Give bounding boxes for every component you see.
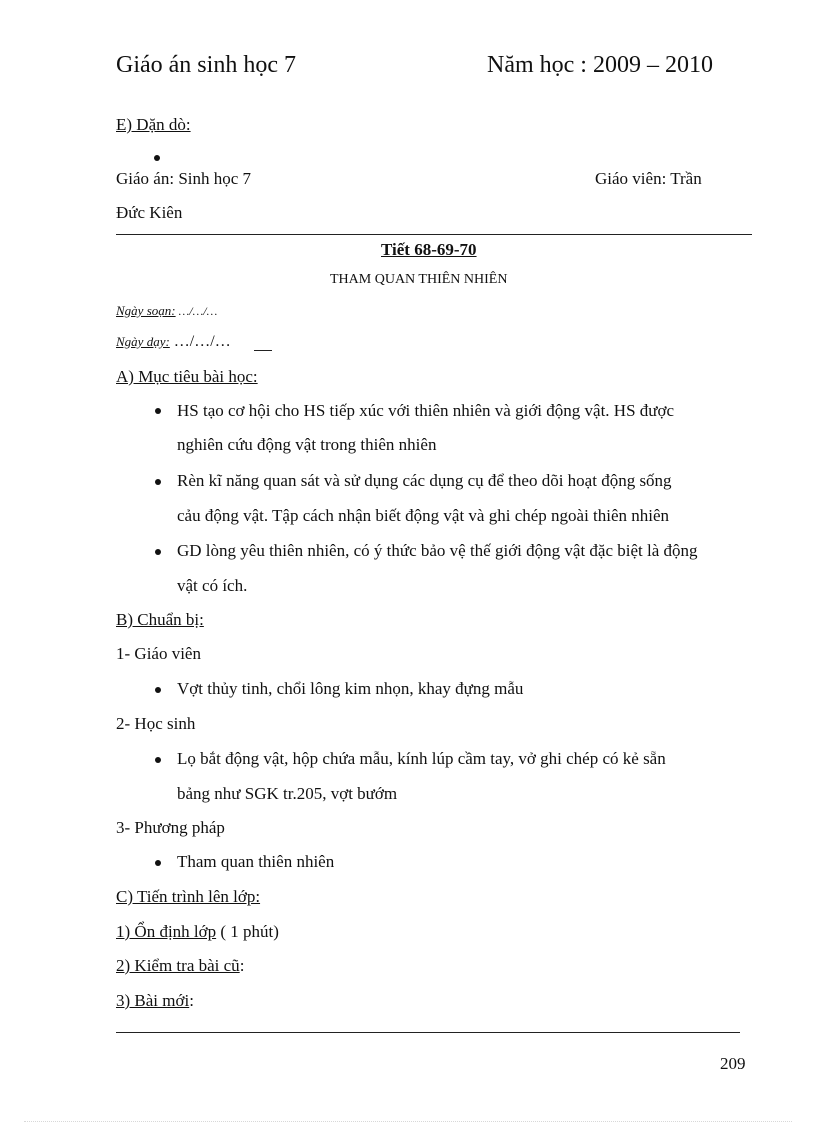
- prep-method-item: Tham quan thiên nhiên: [177, 852, 335, 871]
- divider-bottom: [116, 1032, 740, 1033]
- step-1-rest: ( 1 phút): [216, 922, 279, 941]
- step-2-label: 2) Kiểm tra bài cũ: [116, 956, 240, 975]
- step-3: [116, 991, 194, 1011]
- bullet-dot-icon: [155, 757, 161, 763]
- step-2-rest: :: [239, 956, 245, 975]
- bullet-dot-icon: [155, 408, 161, 414]
- prep-student-line2: bảng như SGK tr.205, vợt bướm: [177, 784, 398, 803]
- objective-2-line2: cảu động vật. Tập cách nhận biết động vật và ghi chép ngoài thiên nhiên: [177, 506, 670, 525]
- objective-1-line1: HS tạo cơ hội cho HS tiếp xúc với thiên nhiên và giới động vật. HS được: [177, 401, 675, 420]
- lesson-title: THAM QUAN THIÊN NHIÊN: [330, 272, 508, 287]
- step-3-rest: :: [189, 991, 194, 1010]
- ngay-soan-label: Ngày soạn:: [116, 303, 176, 318]
- objective-1-line2: nghiên cứu động vật trong thiên nhiên: [177, 435, 437, 454]
- step-3-label: 3) Bài mới: [116, 991, 190, 1010]
- prep-teacher-item: Vợt thủy tinh, chổi lông kim nhọn, khay đựng mẫu: [177, 679, 524, 698]
- page-edge: [24, 1121, 792, 1122]
- blank-line: [254, 350, 272, 351]
- lesson-number: Tiết 68-69-70: [381, 240, 477, 259]
- step-1: [116, 922, 279, 942]
- teacher-name: Đức Kiên: [116, 203, 183, 222]
- bullet-dot-icon: [155, 860, 161, 866]
- objective-3-line1: GD lòng yêu thiên nhiên, có ý thức bảo vệ thế giới động vật đặc biệt là động: [177, 541, 698, 560]
- divider-top: [116, 234, 752, 235]
- giao-vien-label: Giáo viên: Trần: [595, 169, 702, 188]
- bullet-dot-icon: [155, 549, 161, 555]
- prep-student-line1: Lọ bắt động vật, hộp chứa mẫu, kính lúp cầm tay, vở ghi chép có kẻ sẵn: [177, 749, 666, 768]
- step-2: [116, 956, 244, 976]
- section-b-heading: B) Chuẩn bị:: [116, 610, 204, 629]
- prep-teacher: 1- Giáo viên: [116, 644, 201, 663]
- ngay-day: [116, 333, 231, 351]
- prep-student: 2- Học sinh: [116, 714, 196, 733]
- header-right: Năm học : 2009 – 2010: [487, 52, 713, 78]
- objective-3-line2: vật có ích.: [177, 576, 248, 595]
- bullet-dot-icon: [155, 479, 161, 485]
- ngay-soan-value: …/…/…: [175, 304, 218, 318]
- dan-do-heading: E) Dặn dò:: [116, 115, 191, 134]
- ngay-soan: [116, 302, 217, 320]
- section-c-heading: C) Tiến trình lên lớp:: [116, 887, 261, 906]
- section-a-heading: A) Mục tiêu bài học:: [116, 367, 258, 386]
- giao-an-label: Giáo án: Sinh học 7: [116, 169, 252, 188]
- objective-2-line1: Rèn kĩ năng quan sát và sử dụng các dụng cụ để theo dõi hoạt động sống: [177, 471, 672, 490]
- step-1-label: 1) Ổn định lớp: [116, 922, 217, 941]
- ngay-day-label: Ngày dạy:: [116, 334, 170, 349]
- ngay-day-value: …/…/…: [169, 333, 231, 350]
- page-number: 209: [720, 1054, 746, 1073]
- prep-method: 3- Phương pháp: [116, 818, 225, 837]
- bullet-dot-icon: [154, 155, 160, 161]
- bullet-dot-icon: [155, 687, 161, 693]
- header-left: Giáo án sinh học 7: [116, 52, 296, 78]
